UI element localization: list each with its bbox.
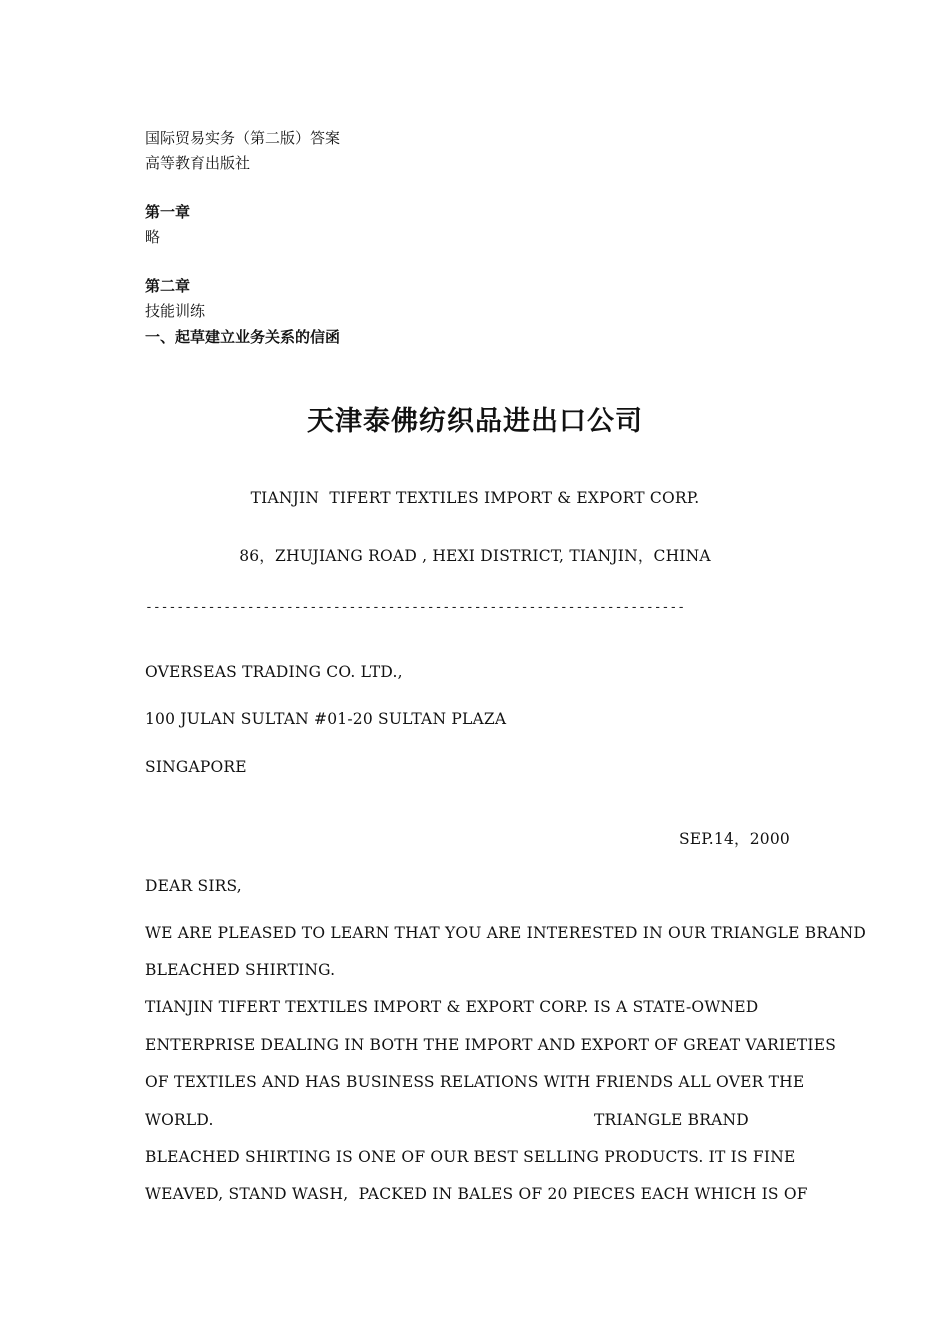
body-line: TIANJIN TIFERT TEXTILES IMPORT & EXPORT CORP. IS A STATE-OWNED — [145, 998, 759, 1016]
body-line: WORLD. — [145, 1111, 214, 1129]
letterhead-divider: --------------------------------------------------------------------- — [145, 600, 686, 615]
recipient-country: SINGAPORE — [145, 758, 247, 776]
body-line: BLEACHED SHIRTING IS ONE OF OUR BEST SELLING PRODUCTS. IT IS FINE — [145, 1148, 796, 1166]
chapter1-content: 略 — [145, 228, 161, 246]
chapter2-subtitle: 技能训练 — [145, 302, 206, 320]
body-line: WEAVED, STAND WASH, PACKED IN BALES OF 20 PIECES EACH WHICH IS OF — [145, 1185, 808, 1203]
body-line: TRIANGLE BRAND — [594, 1111, 749, 1129]
publisher: 高等教育出版社 — [145, 154, 251, 172]
recipient-address: 100 JULAN SULTAN #01-20 SULTAN PLAZA — [145, 710, 507, 728]
doc-title: 国际贸易实务（第二版）答案 — [145, 129, 341, 147]
letterhead-address: 86，ZHUJIANG ROAD , HEXI DISTRICT, TIANJIN，CHINA — [239, 547, 711, 565]
chapter2-heading: 第二章 — [145, 277, 191, 295]
letter-date: SEP.14，2000 — [678, 830, 790, 848]
section-heading: 一、起草建立业务关系的信函 — [145, 328, 341, 346]
body-line: BLEACHED SHIRTING. — [145, 961, 336, 979]
letterhead-company-cn: 天津泰佛纺织品进出口公司 — [307, 406, 643, 437]
body-line: ENTERPRISE DEALING IN BOTH THE IMPORT AND EXPORT OF GREAT VARIETIES — [145, 1036, 837, 1054]
chapter1-heading: 第一章 — [145, 203, 191, 221]
body-line: WE ARE PLEASED TO LEARN THAT YOU ARE INTERESTED IN OUR TRIANGLE BRAND — [145, 924, 867, 942]
recipient-name: OVERSEAS TRADING CO. LTD., — [145, 663, 403, 681]
salutation: DEAR SIRS, — [145, 877, 242, 895]
body-line: OF TEXTILES AND HAS BUSINESS RELATIONS WITH FRIENDS ALL OVER THE — [145, 1073, 805, 1091]
letterhead-company-en: TIANJIN TIFERT TEXTILES IMPORT & EXPORT CORP. — [250, 489, 700, 507]
